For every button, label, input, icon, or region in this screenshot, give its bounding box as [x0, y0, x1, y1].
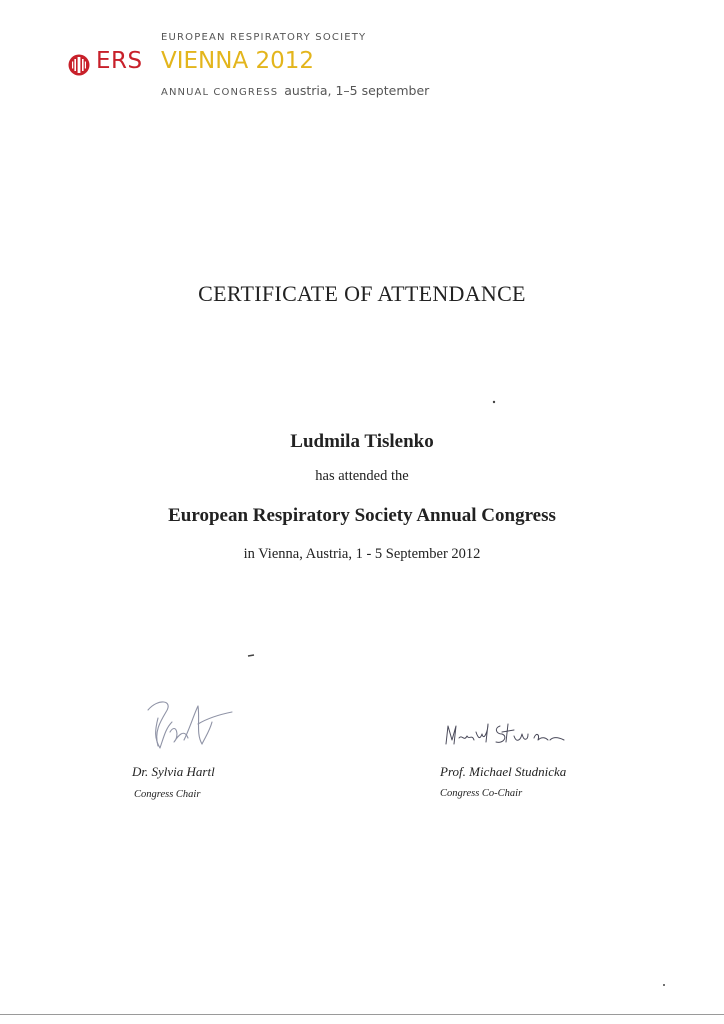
- ers-wordmark: ERS: [96, 48, 143, 74]
- recipient-name: Ludmila Tislenko: [290, 431, 434, 452]
- page-bottom-edge: [0, 1014, 724, 1015]
- attended-text: has attended the: [315, 468, 409, 484]
- signer-role-chair: Congress Chair: [134, 789, 201, 800]
- signer-name-chair: Dr. Sylvia Hartl: [132, 764, 215, 779]
- signer-role-cochair: Congress Co-Chair: [440, 788, 523, 799]
- event-location-dates: in Vienna, Austria, 1 - 5 September 2012: [243, 546, 481, 562]
- signer-name-cochair: Prof. Michael Studnicka: [440, 764, 567, 779]
- annual-congress-label: ANNUAL CONGRESS: [161, 87, 279, 98]
- society-name: EUROPEAN RESPIRATORY SOCIETY: [161, 32, 367, 43]
- event-title: European Respiratory Society Annual Congress: [168, 505, 556, 526]
- certificate-title: CERTIFICATE OF ATTENDANCE: [198, 281, 526, 306]
- event-name: VIENNA 2012: [161, 48, 315, 74]
- congress-dates: austria, 1–5 september: [284, 83, 430, 98]
